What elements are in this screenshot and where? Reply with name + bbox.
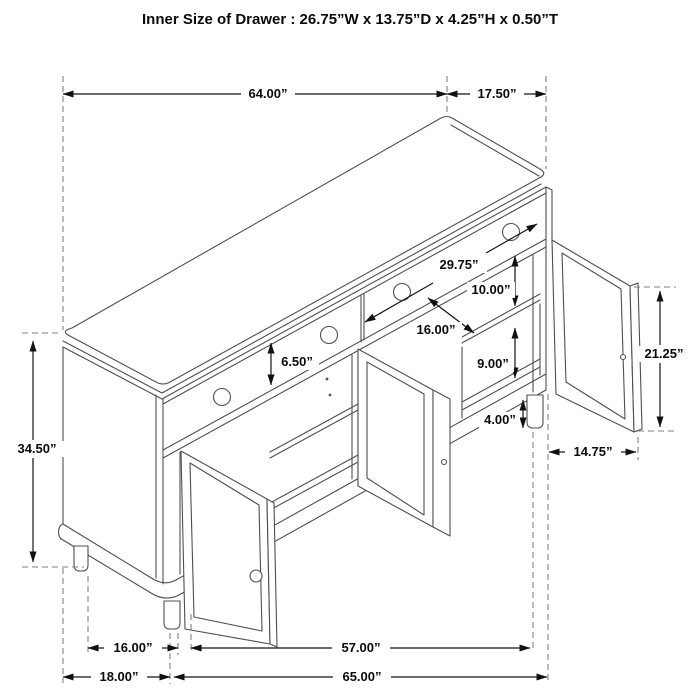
bottom-rail-top <box>63 374 546 583</box>
dim-label-leg-height: 4.00” <box>484 412 516 427</box>
middle-door-open <box>358 349 450 536</box>
dim-label-side-depth: 18.00” <box>99 669 139 684</box>
middle-door-knob <box>442 460 447 465</box>
shelf-pin-hole <box>326 378 329 381</box>
leg-front-left <box>164 601 180 629</box>
drawer-knob <box>214 389 231 406</box>
dim-label-drawer-height: 6.50” <box>281 354 313 369</box>
right-shelf <box>462 294 540 337</box>
diagram-title: Inner Size of Drawer : 26.75”W x 13.75”D x 4.25”H x 0.50”T <box>141 11 559 28</box>
leg-front-right <box>527 395 543 428</box>
dim-label-door-height: 21.25” <box>644 346 684 361</box>
drawer-knob <box>321 327 338 344</box>
drawer-knob <box>503 224 520 241</box>
dim-label-drawer-width: 29.75” <box>439 257 479 272</box>
right-end-panel-edge <box>546 187 552 242</box>
middle-shelf <box>270 404 358 452</box>
dim-label-top-width: 64.00” <box>248 86 288 101</box>
dim-label-front-width: 57.00” <box>341 640 381 655</box>
middle-floor <box>270 455 358 503</box>
dim-label-door-width: 14.75” <box>573 444 613 459</box>
cabinet-drawing <box>59 117 643 648</box>
shelf-pin-hole <box>329 394 332 397</box>
dim-label-shelf-gap-top: 10.00” <box>471 282 511 297</box>
mesh-door-knob <box>250 570 262 582</box>
mesh-door-open <box>181 451 277 647</box>
bottom-rail-cap <box>59 524 64 540</box>
dim-label-overall-height: 34.50” <box>17 441 57 456</box>
right-door-knob <box>621 355 626 360</box>
cabinet-top-surface <box>65 117 543 385</box>
dim-label-shelf-depth: 16.00” <box>416 322 456 337</box>
dim-label-top-depth: 17.50” <box>477 86 517 101</box>
dim-label-left-opening-width: 16.00” <box>113 640 153 655</box>
dim-label-shelf-gap-bottom: 9.00” <box>477 356 509 371</box>
dim-label-overall-width: 65.00” <box>342 669 382 684</box>
bottom-rail-bottom <box>63 390 546 598</box>
right-door-open <box>552 240 642 432</box>
